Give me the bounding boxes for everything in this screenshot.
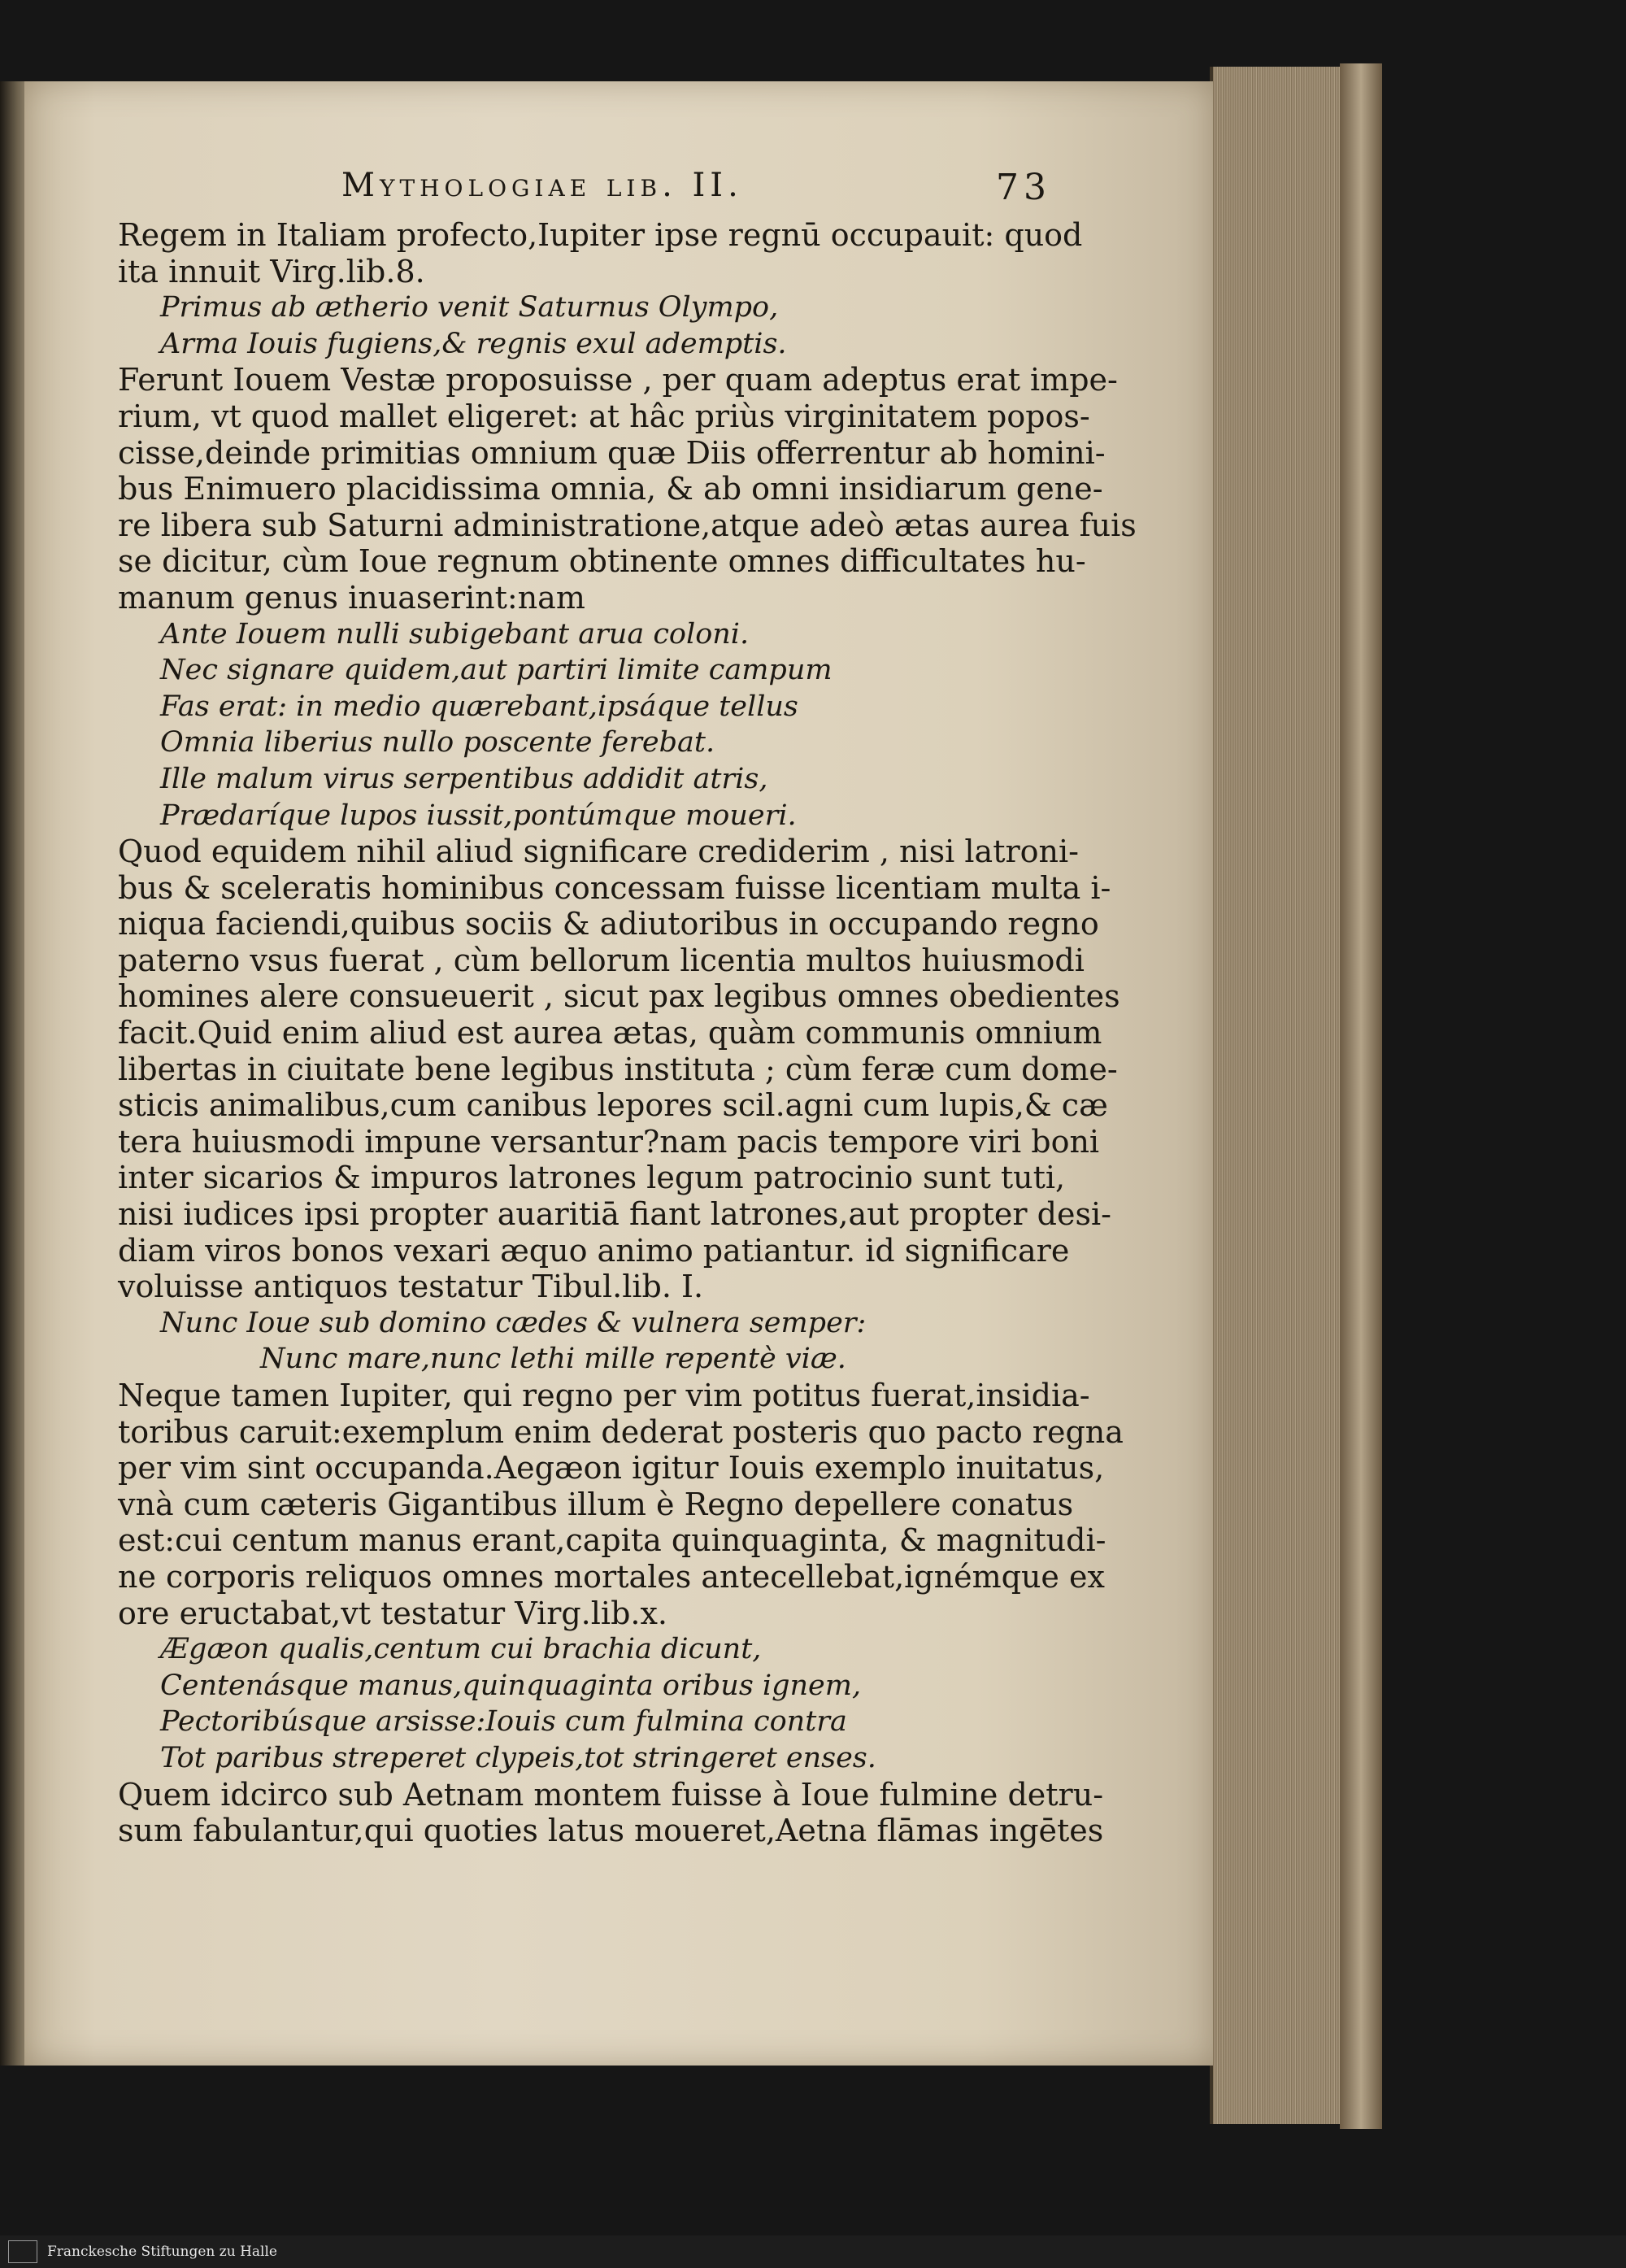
prose-line: cisse,deinde primitias omnium quæ Diis offerrentur ab homini- (118, 434, 1106, 471)
prose-line: manum genus inuaserint:nam (118, 579, 585, 616)
prose-line: vnà cum cæteris Gigantibus illum è Regno depellere conatus (118, 1486, 1074, 1522)
verse-line: Primus ab ætherio venit Saturnus Olympo, (160, 291, 779, 324)
prose-line: bus & sceleratis hominibus concessam fuisse licentiam multa i- (118, 869, 1111, 906)
verse-line: Nunc Ioue sub domino cædes & vulnera semper: (160, 1306, 867, 1339)
running-title: Mythologiae lib. II. (341, 167, 743, 204)
prose-line: toribus caruit:exemplum enim dederat posteris quo pacto regna (118, 1413, 1124, 1450)
prose-line: rium, vt quod mallet eligeret: at hâc priùs virginitatem popos- (118, 398, 1090, 434)
prose-line: ita innuit Virg.lib.8. (118, 253, 425, 289)
verse-line: Arma Iouis fugiens,& regnis exul ademptis. (160, 327, 787, 360)
prose-line: nisi iudices ipsi propter auaritiā fiant latrones,aut propter desi- (118, 1196, 1111, 1233)
page-number: 73 (996, 167, 1051, 208)
text-lines (118, 217, 1137, 1849)
verse-line: Omnia liberius nullo poscente ferebat. (160, 726, 715, 760)
verse-line: Nunc mare,nunc lethi mille repentè viæ. (260, 1343, 846, 1376)
verse-line: Prædaríque lupos iussit,pontúmque moueri. (160, 799, 797, 832)
verse-line: Tot paribus streperet clypeis,tot stringeret enses. (160, 1741, 876, 1774)
prose-line: bus Enimuero placidissima omnia, & ab omni insidiarum gene- (118, 471, 1103, 507)
verse-line: Fas erat: in medio quærebant,ipsáque tellus (160, 690, 798, 723)
prose-line: sum fabulantur,qui quoties latus moueret,Aetna flāmas ingētes (118, 1813, 1104, 1849)
prose-line: niqua faciendi,quibus sociis & adiutoribus in occupando regno (118, 906, 1099, 942)
book-cover-edge (1340, 63, 1382, 2129)
prose-line: se dicitur, cùm Ioue regnum obtinente omnes difficultates hu- (118, 543, 1086, 580)
institution-logo (8, 2240, 37, 2263)
footer-credit: Franckesche Stiftungen zu Halle (47, 2244, 277, 2260)
prose-line: ne corporis reliquos omnes mortales antecellebat,ignémque ex (118, 1558, 1105, 1595)
prose-line: tera huiusmodi impune versantur?nam pacis tempore viri boni (118, 1123, 1100, 1160)
prose-line: inter sicarios & impuros latrones legum patrocinio sunt tuti, (118, 1160, 1066, 1196)
verse-line: Ille malum virus serpentibus addidit atris, (160, 762, 768, 795)
verse-line: Centenásque manus,quinquaginta oribus ignem, (160, 1669, 862, 1702)
prose-line: est:cui centum manus erant,capita quinquaginta, & magnitudi- (118, 1522, 1106, 1559)
prose-line: facit.Quid enim aliud est aurea ætas, quàm communis omnium (118, 1015, 1102, 1051)
prose-line: Quem idcirco sub Aetnam montem fuisse à Ioue fulmine detru- (118, 1776, 1104, 1813)
footer-bar (0, 2235, 1626, 2268)
verse-line: Ante Iouem nulli subigebant arua coloni. (160, 617, 750, 651)
verse-line: Pectoribúsque arsisse:Iouis cum fulmina contra (160, 1705, 847, 1739)
prose-line: Ferunt Iouem Vestæ proposuisse , per quam adeptus erat impe- (118, 362, 1118, 398)
running-head (118, 167, 1053, 217)
page-text-block (118, 167, 1137, 1849)
prose-line: Regem in Italiam profecto,Iupiter ipse regnū occupauit: quod (118, 217, 1083, 253)
prose-line: per vim sint occupanda.Aegæon igitur Iouis exemplo inuitatus, (118, 1450, 1105, 1487)
prose-line: paterno vsus fuerat , cùm bellorum licentia multos huiusmodi (118, 942, 1085, 978)
prose-line: homines alere consueuerit , sicut pax legibus omnes obedientes (118, 978, 1120, 1015)
prose-line: re libera sub Saturni administratione,atque adeò ætas aurea fuis (118, 507, 1137, 543)
prose-line: Neque tamen Iupiter, qui regno per vim potitus fuerat,insidia- (118, 1378, 1090, 1413)
prose-line: voluisse antiquos testatur Tibul.lib. I. (118, 1269, 704, 1305)
prose-line: Quod equidem nihil aliud significare crediderim , nisi latroni- (118, 834, 1079, 870)
prose-line: libertas in ciuitate bene legibus instituta ; cùm feræ cum dome- (118, 1051, 1118, 1087)
verse-line: Nec signare quidem,aut partiri limite campum (160, 654, 833, 687)
prose-line: sticis animalibus,cum canibus lepores scil.agni cum lupis,& cæ (118, 1087, 1108, 1124)
verse-line: Ægæon qualis,centum cui brachia dicunt, (160, 1633, 762, 1666)
prose-line: ore eructabat,vt testatur Virg.lib.x. (118, 1595, 667, 1631)
prose-line: diam viros bonos vexari æquo animo patiantur. id significare (118, 1232, 1070, 1269)
